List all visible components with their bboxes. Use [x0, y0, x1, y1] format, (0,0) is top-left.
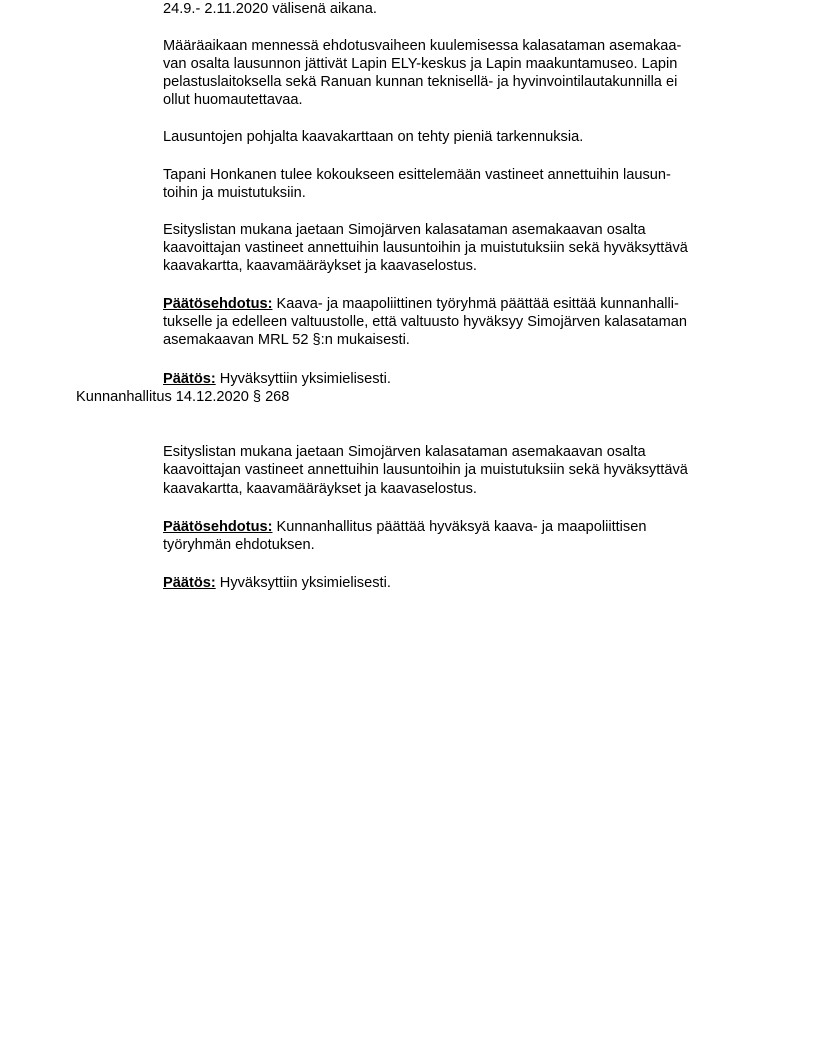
decision-2-line — [163, 574, 391, 592]
attachments-1-line-3: kaavakartta, kaavamääräykset ja kaavaselostus. — [163, 258, 477, 274]
proposal-1-line-1 — [163, 295, 679, 313]
attachments-2-line-3: kaavakartta, kaavamääräykset ja kaavaselostus. — [163, 481, 477, 497]
proposal-2-line-2: työryhmän ehdotuksen. — [163, 537, 315, 553]
attachments-2-line-2: kaavoittajan vastineet annettuihin lausuntoihin ja muistutuksiin sekä hyväksyttävä — [163, 462, 688, 478]
decision-1-text: Hyväksyttiin yksimielisesti. — [215, 371, 391, 387]
proposal-1-label: Päätösehdotus: — [163, 296, 273, 312]
attachments-1-line-2: kaavoittajan vastineet annettuihin lausuntoihin ja muistutuksiin sekä hyväksyttävä — [163, 240, 688, 256]
decision-2-label: Päätös: — [163, 575, 216, 591]
proposal-1-line-3: asemakaavan MRL 52 §:n mukaisesti. — [163, 332, 410, 348]
proposal-2-line-1 — [163, 518, 646, 536]
attachments-1-line-1: Esityslistan mukana jaetaan Simojärven kalasataman asemakaavan osalta — [163, 222, 646, 238]
statements-line-3: pelastuslaitoksella sekä Ranuan kunnan teknisellä- ja hyvinvointilautakunnilla ei — [163, 74, 678, 90]
proposal-2-label: Päätösehdotus: — [163, 519, 273, 535]
changes-line-1: Lausuntojen pohjalta kaavakarttaan on tehty pieniä tarkennuksia. — [163, 129, 584, 145]
section-heading: Kunnanhallitus 14.12.2020 § 268 — [76, 389, 290, 405]
attachments-2-line-1: Esityslistan mukana jaetaan Simojärven kalasataman asemakaavan osalta — [163, 444, 646, 460]
proposal-1-text: Kaava- ja maapoliittinen työryhmä päättää esittää kunnanhalli- — [272, 296, 679, 312]
decision-1-label: Päätös: — [163, 371, 216, 387]
presenter-line-1: Tapani Honkanen tulee kokoukseen esittelemään vastineet annettuihin lausun- — [163, 167, 671, 183]
presenter-line-2: toihin ja muistutuksiin. — [163, 185, 306, 201]
intro-line: 24.9.- 2.11.2020 välisenä aikana. — [163, 1, 377, 17]
decision-1-line — [163, 370, 391, 388]
proposal-1-line-2: tukselle ja edelleen valtuustolle, että valtuusto hyväksyy Simojärven kalasataman — [163, 314, 688, 330]
statements-line-4: ollut huomautettavaa. — [163, 92, 303, 108]
decision-2-text: Hyväksyttiin yksimielisesti. — [215, 575, 391, 591]
proposal-2-text: Kunnanhallitus päättää hyväksyä kaava- ja maapoliittisen — [272, 519, 647, 535]
statements-line-1: Määräaikaan mennessä ehdotusvaiheen kuulemisessa kalasataman asemakaa- — [163, 38, 682, 54]
statements-line-2: van osalta lausunnon jättivät Lapin ELY-keskus ja Lapin maakuntamuseo. Lapin — [163, 56, 678, 72]
